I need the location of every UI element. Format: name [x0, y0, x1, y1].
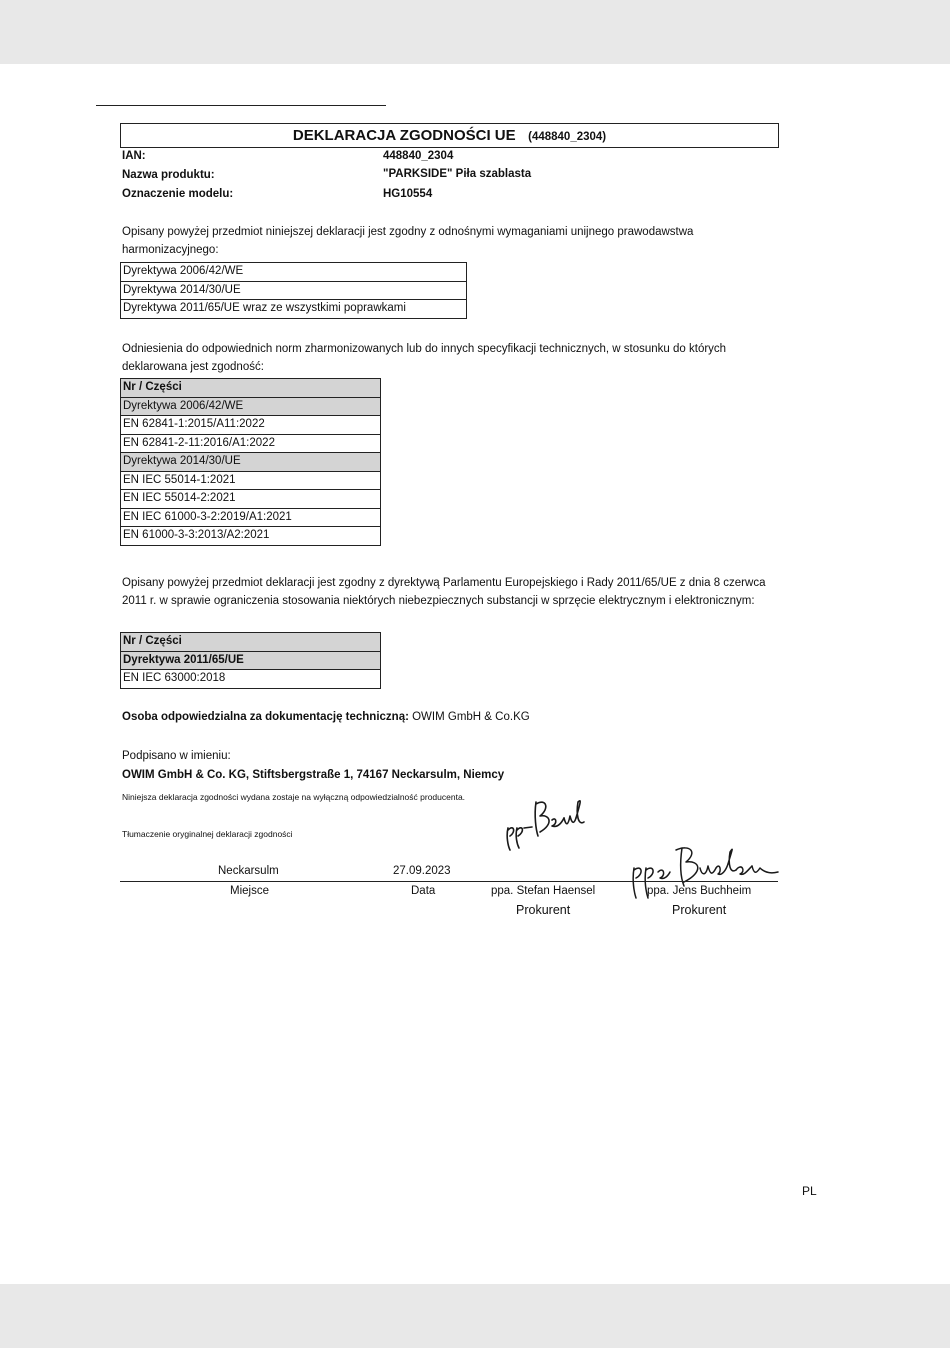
table-row [121, 300, 467, 319]
standard-cell: EN IEC 55014-1:2021 [121, 471, 381, 490]
title-box [120, 123, 779, 148]
table-group-row [121, 651, 381, 670]
table-row [121, 490, 381, 509]
document-title: DEKLARACJA ZGODNOŚCI UE [292, 127, 516, 144]
place-value: Neckarsulm [218, 865, 279, 877]
table-row [121, 527, 381, 546]
responsible-label: Osoba odpowiedzialna za dokumentację techniczną: [122, 711, 409, 723]
section3-intro: Opisany powyżej przedmiot deklaracji jest zgodny z dyrektywą Parlamentu Europejskiego i Rady 2011/65/UE z dnia 8 czerwca 2011 r. w sprawie ograniczenia stosowania niektórych niebezpiecznych substancji w sprzęcie elektrycznym i elektronicznym: [122, 577, 766, 607]
directive-cell: Dyrektywa 2006/42/WE [121, 263, 467, 282]
table-group-row [121, 453, 381, 472]
standard-cell: EN 62841-1:2015/A11:2022 [121, 416, 381, 435]
model-label: Oznaczenie modelu: [122, 188, 234, 200]
table-row [121, 434, 381, 453]
signer1-role: Prokurent [516, 903, 571, 917]
standard-cell: EN 61000-3-3:2013/A2:2021 [121, 527, 381, 546]
signed-label: Podpisano w imieniu: [122, 750, 231, 762]
document-code: (448840_2304) [528, 131, 607, 143]
standards-group-cell: Dyrektywa 2006/42/WE [121, 397, 381, 416]
signer2-name: ppa. Jens Buchheim [647, 885, 752, 897]
table-row [121, 670, 381, 689]
translation-note: Tłumaczenie oryginalnej deklaracji zgodności [122, 829, 293, 839]
date-value: 27.09.2023 [393, 865, 451, 877]
responsible-line [122, 711, 530, 723]
signed-company: OWIM GmbH & Co. KG, Stiftsbergstraße 1, 74167 Neckarsulm, Niemcy [122, 769, 505, 781]
rohs-directive-cell: Dyrektywa 2011/65/UE [121, 651, 381, 670]
table-row [121, 508, 381, 527]
language-code: PL [802, 1184, 817, 1198]
signature-haensel-image [500, 792, 590, 854]
table-group-row [121, 397, 381, 416]
disclaimer-text: Niniejsza deklaracja zgodności wydana zostaje na wyłączną odpowiedzialność producenta. [122, 792, 466, 802]
document-page [0, 64, 950, 1284]
table-row [121, 263, 467, 282]
standard-cell: EN IEC 55014-2:2021 [121, 490, 381, 509]
directive-cell: Dyrektywa 2011/65/UE wraz ze wszystkimi poprawkami [121, 300, 467, 319]
directives-table [120, 262, 467, 319]
rohs-table [120, 632, 381, 689]
product-name-value: "PARKSIDE" Piła szablasta [383, 168, 532, 180]
standards-group-cell: Dyrektywa 2014/30/UE [121, 453, 381, 472]
place-label: Miejsce [230, 885, 269, 897]
standards-table [120, 378, 381, 546]
table-header-row [121, 633, 381, 652]
ian-label: IAN: [122, 150, 146, 162]
rohs-header-cell: Nr / Części [121, 633, 381, 652]
signer1-name: ppa. Stefan Haensel [491, 885, 596, 897]
standards-header-cell: Nr / Części [121, 379, 381, 398]
signer2-role: Prokurent [672, 903, 727, 917]
directive-cell: Dyrektywa 2014/30/UE [121, 281, 467, 300]
table-row [121, 471, 381, 490]
rohs-standard-cell: EN IEC 63000:2018 [121, 670, 381, 689]
section2-intro: Odniesienia do odpowiednich norm zharmonizowanych lub do innych specyfikacji technicznych, w stosunku do których deklarowana jest zgodność: [122, 343, 727, 373]
signature-rule [120, 881, 778, 882]
table-row [121, 281, 467, 300]
table-row [121, 416, 381, 435]
standard-cell: EN IEC 61000-3-2:2019/A1:2021 [121, 508, 381, 527]
product-name-label: Nazwa produktu: [122, 169, 215, 181]
section1-intro: Opisany powyżej przedmiot niniejszej deklaracji jest zgodny z odnośnymi wymaganiami unijnego prawodawstwa harmonizacyjnego: [122, 226, 694, 256]
standard-cell: EN 62841-2-11:2016/A1:2022 [121, 434, 381, 453]
date-label: Data [411, 885, 436, 897]
model-value: HG10554 [383, 188, 433, 200]
top-rule [96, 105, 386, 106]
responsible-value: OWIM GmbH & Co.KG [408, 711, 530, 723]
ian-value: 448840_2304 [383, 150, 454, 162]
table-header-row [121, 379, 381, 398]
